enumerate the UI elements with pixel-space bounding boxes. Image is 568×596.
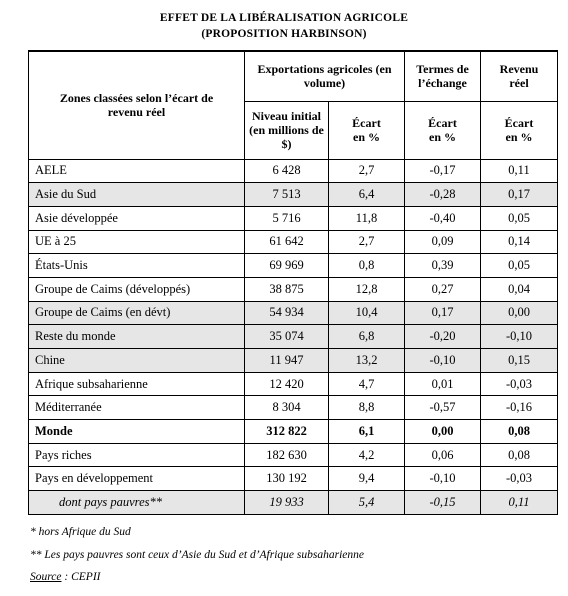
revenue-ecart-cell: 0,15 (481, 349, 558, 373)
level-cell: 35 074 (245, 325, 329, 349)
header-zones: Zones classées selon l’écart de revenu réel (29, 51, 245, 159)
revenue-ecart-cell: 0,05 (481, 254, 558, 278)
table-row (29, 467, 558, 491)
level-cell: 7 513 (245, 183, 329, 207)
header-level: Niveau initial (en millions de $) (245, 101, 329, 159)
exports-ecart-cell: 0,8 (329, 254, 405, 278)
table-row (29, 301, 558, 325)
level-cell: 19 933 (245, 491, 329, 515)
terms-ecart-cell: 0,06 (405, 443, 481, 467)
zone-name-cell: Asie du Sud (29, 183, 245, 207)
level-cell: 61 642 (245, 230, 329, 254)
results-table (28, 50, 558, 515)
zone-name-cell: AELE (29, 159, 245, 183)
table-row (29, 325, 558, 349)
table-row (29, 230, 558, 254)
level-cell: 12 420 (245, 372, 329, 396)
document-title: EFFET DE LA LIBÉRALISATION AGRICOLE (159, 12, 409, 24)
table-row (29, 159, 558, 183)
header-ecart-terms: Écart en % (405, 101, 481, 159)
header-terms-group: Termes de l’échange (405, 51, 481, 101)
header-revenue-group: Revenu réel (481, 51, 558, 101)
revenue-ecart-cell: 0,05 (481, 206, 558, 230)
revenue-ecart-cell: 0,11 (481, 491, 558, 515)
revenue-ecart-cell: 0,04 (481, 277, 558, 301)
exports-ecart-cell: 4,2 (329, 443, 405, 467)
revenue-ecart-cell: 0,17 (481, 183, 558, 207)
zone-name-cell: Chine (29, 349, 245, 373)
source-value: : CEPII (61, 571, 101, 583)
revenue-ecart-cell: -0,03 (481, 372, 558, 396)
level-cell: 8 304 (245, 396, 329, 420)
zone-name-cell: UE à 25 (29, 230, 245, 254)
terms-ecart-cell: -0,57 (405, 396, 481, 420)
terms-ecart-cell: -0,15 (405, 491, 481, 515)
zone-name-cell: États-Unis (29, 254, 245, 278)
exports-ecart-cell: 4,7 (329, 372, 405, 396)
table-row (29, 349, 558, 373)
revenue-ecart-cell: 0,14 (481, 230, 558, 254)
level-cell: 54 934 (245, 301, 329, 325)
zone-name-cell: Pays riches (29, 443, 245, 467)
table-row (29, 420, 558, 444)
level-cell: 38 875 (245, 277, 329, 301)
revenue-ecart-cell: 0,08 (481, 443, 558, 467)
table-row (29, 254, 558, 278)
exports-ecart-cell: 6,8 (329, 325, 405, 349)
exports-ecart-cell: 5,4 (329, 491, 405, 515)
exports-ecart-cell: 2,7 (329, 159, 405, 183)
terms-ecart-cell: 0,09 (405, 230, 481, 254)
revenue-ecart-cell: -0,03 (481, 467, 558, 491)
terms-ecart-cell: 0,01 (405, 372, 481, 396)
terms-ecart-cell: -0,10 (405, 349, 481, 373)
table-row (29, 206, 558, 230)
footnote-2: ** Les pays pauvres sont ceux d’Asie du Sud et d’Afrique subsaharienne (30, 549, 364, 561)
terms-ecart-cell: 0,17 (405, 301, 481, 325)
source-line (30, 571, 100, 583)
zone-name-cell: Groupe de Caims (en dévt) (29, 301, 245, 325)
level-cell: 312 822 (245, 420, 329, 444)
zone-name-cell: Asie développée (29, 206, 245, 230)
exports-ecart-cell: 2,7 (329, 230, 405, 254)
zone-name-cell: Pays en développement (29, 467, 245, 491)
exports-ecart-cell: 13,2 (329, 349, 405, 373)
revenue-ecart-cell: 0,11 (481, 159, 558, 183)
table-body (29, 159, 558, 514)
revenue-ecart-cell: -0,10 (481, 325, 558, 349)
zone-name-cell: Groupe de Caims (développés) (29, 277, 245, 301)
table-row (29, 491, 558, 515)
level-cell: 182 630 (245, 443, 329, 467)
exports-ecart-cell: 12,8 (329, 277, 405, 301)
zone-name-cell: Méditerranée (29, 396, 245, 420)
table-row (29, 183, 558, 207)
zone-name-cell: Reste du monde (29, 325, 245, 349)
level-cell: 5 716 (245, 206, 329, 230)
document-subtitle: (PROPOSITION HARBINSON) (201, 28, 367, 40)
table-row (29, 277, 558, 301)
terms-ecart-cell: -0,10 (405, 467, 481, 491)
terms-ecart-cell: -0,28 (405, 183, 481, 207)
header-ecart-revenue: Écart en % (481, 101, 558, 159)
level-cell: 11 947 (245, 349, 329, 373)
revenue-ecart-cell: -0,16 (481, 396, 558, 420)
terms-ecart-cell: -0,20 (405, 325, 481, 349)
source-label: Source (30, 571, 62, 583)
exports-ecart-cell: 8,8 (329, 396, 405, 420)
level-cell: 6 428 (245, 159, 329, 183)
zone-name-cell: Monde (29, 420, 245, 444)
revenue-ecart-cell: 0,08 (481, 420, 558, 444)
header-ecart-exports: Écart en % (329, 101, 405, 159)
terms-ecart-cell: 0,27 (405, 277, 481, 301)
table-row (29, 443, 558, 467)
zone-name-cell: Afrique subsaharienne (29, 372, 245, 396)
exports-ecart-cell: 9,4 (329, 467, 405, 491)
terms-ecart-cell: -0,40 (405, 206, 481, 230)
header-exports-group: Exportations agricoles (en volume) (245, 51, 405, 101)
table-row (29, 372, 558, 396)
exports-ecart-cell: 10,4 (329, 301, 405, 325)
footnote-1: * hors Afrique du Sud (30, 526, 131, 538)
terms-ecart-cell: 0,39 (405, 254, 481, 278)
table-row (29, 396, 558, 420)
terms-ecart-cell: -0,17 (405, 159, 481, 183)
level-cell: 130 192 (245, 467, 329, 491)
exports-ecart-cell: 6,4 (329, 183, 405, 207)
level-cell: 69 969 (245, 254, 329, 278)
terms-ecart-cell: 0,00 (405, 420, 481, 444)
revenue-ecart-cell: 0,00 (481, 301, 558, 325)
zone-name-cell: dont pays pauvres** (29, 491, 245, 515)
exports-ecart-cell: 6,1 (329, 420, 405, 444)
exports-ecart-cell: 11,8 (329, 206, 405, 230)
